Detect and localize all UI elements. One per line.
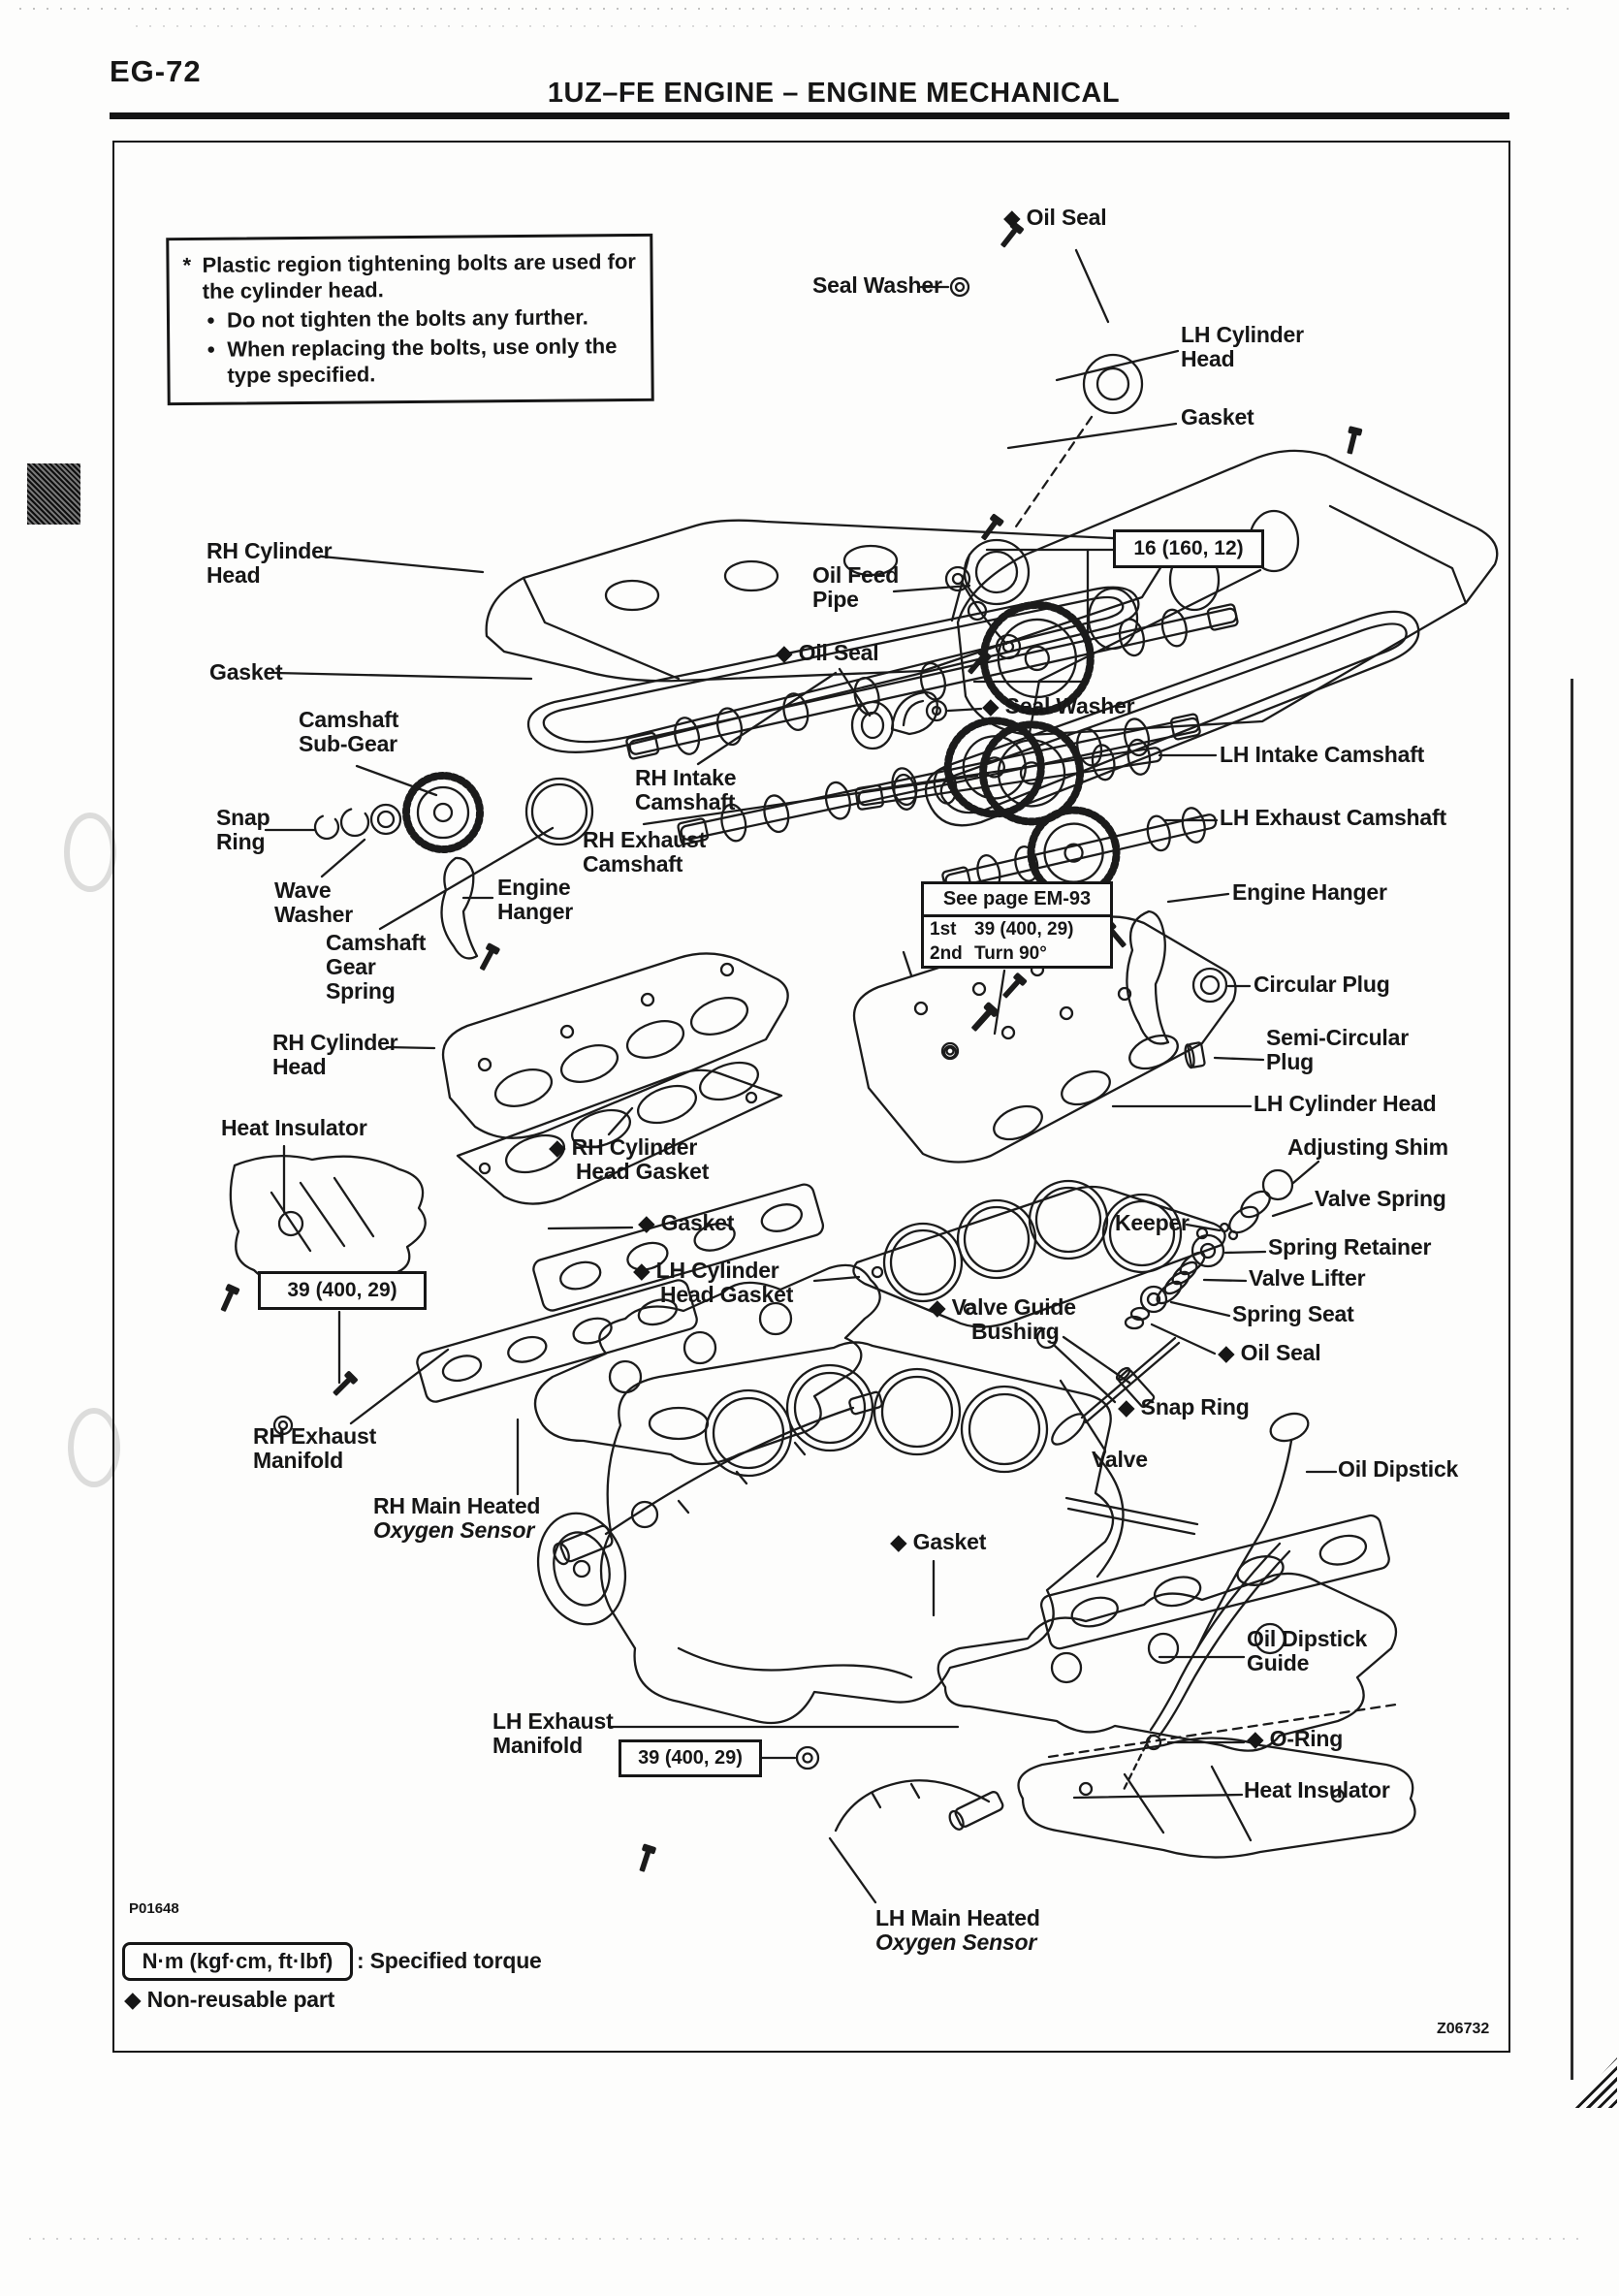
label-adjusting-shim: Adjusting Shim bbox=[1287, 1134, 1448, 1160]
label-oil-seal-top: ◆ Oil Seal bbox=[1003, 205, 1107, 230]
torque-legend-text: : Specified torque bbox=[357, 1948, 542, 1973]
label-lh-cylinder-head: LH Cylinder Head bbox=[1254, 1091, 1437, 1116]
label-oil-seal-mid: ◆ Oil Seal bbox=[776, 640, 879, 665]
label-rh-cylinder-head-gasket: ◆ RH Cylinder Head Gasket bbox=[549, 1134, 710, 1184]
label-o-ring: ◆ O-Ring bbox=[1247, 1726, 1344, 1751]
label-lh-exhaust-camshaft: LH Exhaust Camshaft bbox=[1220, 805, 1446, 830]
label-camshaft-sub-gear: Camshaft Sub-Gear bbox=[299, 707, 399, 756]
label-heat-insulator-left: Heat Insulator bbox=[221, 1115, 367, 1140]
lh-intake-camshaft-drawing bbox=[850, 706, 1168, 847]
plate-code: Z06732 bbox=[1437, 2021, 1490, 2037]
label-snap-ring-left: Snap Ring bbox=[216, 805, 270, 854]
label-semi-circular-plug: Semi-Circular Plug bbox=[1266, 1025, 1409, 1074]
label-valve-spring: Valve Spring bbox=[1315, 1186, 1446, 1211]
label-gasket-left: Gasket bbox=[209, 659, 283, 685]
label-heat-insulator-right: Heat Insulator bbox=[1244, 1777, 1390, 1802]
label-camshaft-gear-spring: Camshaft Gear Spring bbox=[326, 930, 427, 1004]
label-valve-lifter: Valve Lifter bbox=[1249, 1265, 1366, 1291]
note-bullet-1: ● Do not tighten the bolts any further. bbox=[206, 304, 588, 333]
label-gasket-lower: ◆ Gasket bbox=[890, 1529, 987, 1554]
page-title: 1UZ–FE ENGINE – ENGINE MECHANICAL bbox=[547, 78, 1121, 109]
torque-procedure-box bbox=[921, 881, 1113, 969]
engine-block-drawing bbox=[526, 1342, 1197, 1723]
torque-spec-box-16: 16 (160, 12) bbox=[1113, 529, 1264, 568]
label-rh-main-heated-oxygen-sensor: RH Main Heated Oxygen Sensor bbox=[373, 1493, 541, 1543]
cam-gear-small-parts bbox=[315, 776, 592, 849]
label-oil-dipstick: Oil Dipstick bbox=[1338, 1456, 1459, 1482]
label-oil-feed-pipe: Oil Feed Pipe bbox=[812, 562, 900, 612]
label-rh-exhaust-manifold: RH Exhaust Manifold bbox=[253, 1423, 377, 1473]
label-engine-hanger-left: Engine Hanger bbox=[497, 875, 574, 924]
torque-spec-box-39-rh: 39 (400, 29) bbox=[258, 1271, 427, 1310]
label-seal-washer-top: Seal Washer bbox=[812, 272, 942, 298]
figure-code: P01648 bbox=[129, 1900, 179, 1917]
label-rh-cylinder-head: RH Cylinder Head bbox=[272, 1030, 398, 1079]
label-oil-dipstick-guide: Oil Dipstick Guide bbox=[1247, 1626, 1368, 1675]
label-lh-cylinder-head-cover: LH Cylinder Head bbox=[1181, 322, 1304, 371]
lh-exhaust-manifold-drawing bbox=[635, 1514, 1396, 1873]
label-engine-hanger-right: Engine Hanger bbox=[1232, 879, 1387, 905]
lh-head-cover-drawing bbox=[951, 221, 1497, 735]
note-heading: * Plastic region tightening bolts are used for the cylinder head. bbox=[182, 248, 636, 303]
label-oil-seal-valve: ◆ Oil Seal bbox=[1218, 1340, 1321, 1365]
circular-plug-drawing bbox=[1193, 969, 1226, 1002]
label-valve: Valve bbox=[1092, 1447, 1148, 1472]
label-lh-exhaust-manifold: LH Exhaust Manifold bbox=[492, 1708, 614, 1758]
label-gasket-mid: ◆ Gasket bbox=[638, 1210, 735, 1235]
lh-oxygen-sensor-drawing bbox=[836, 1780, 1004, 1832]
label-keeper: Keeper bbox=[1115, 1210, 1190, 1235]
head-bolt-drawing bbox=[942, 973, 1028, 1059]
label-gasket-top-right: Gasket bbox=[1181, 404, 1254, 430]
label-seal-washer-mid: ◆ Seal Washer bbox=[982, 693, 1135, 718]
non-reusable-legend: ◆ Non-reusable part bbox=[124, 1987, 335, 2012]
note-box bbox=[166, 234, 653, 405]
label-circular-plug: Circular Plug bbox=[1254, 972, 1390, 997]
note-bullet-2: ● When replacing the bolts, use only the type specified. bbox=[206, 334, 618, 388]
label-lh-intake-camshaft: LH Intake Camshaft bbox=[1220, 742, 1425, 767]
torque-spec-box-39-lh: 39 (400, 29) bbox=[619, 1739, 762, 1777]
label-valve-guide-bushing: ◆ Valve Guide Bushing bbox=[929, 1294, 1076, 1344]
label-snap-ring-valve: ◆ Snap Ring bbox=[1118, 1394, 1250, 1419]
procedure-header: See page EM-93 bbox=[924, 884, 1110, 917]
procedure-row-2: 2nd Turn 90° bbox=[930, 943, 1047, 964]
label-spring-retainer: Spring Retainer bbox=[1268, 1234, 1432, 1260]
label-wave-washer: Wave Washer bbox=[274, 877, 354, 927]
label-spring-seat: Spring Seat bbox=[1232, 1301, 1354, 1326]
procedure-row-1: 1st 39 (400, 29) bbox=[930, 919, 1074, 940]
torque-unit-box: N·m (kgf·cm, ft·lbf) bbox=[122, 1942, 353, 1981]
label-rh-cylinder-head-cover: RH Cylinder Head bbox=[206, 538, 333, 588]
page-number: EG-72 bbox=[110, 54, 202, 88]
label-rh-exhaust-camshaft: RH Exhaust Camshaft bbox=[583, 827, 707, 877]
label-rh-intake-camshaft: RH Intake Camshaft bbox=[635, 765, 737, 814]
label-lh-cylinder-head-gasket: ◆ LH Cylinder Head Gasket bbox=[633, 1258, 794, 1307]
label-lh-main-heated-oxygen-sensor: LH Main Heated Oxygen Sensor bbox=[875, 1905, 1040, 1955]
